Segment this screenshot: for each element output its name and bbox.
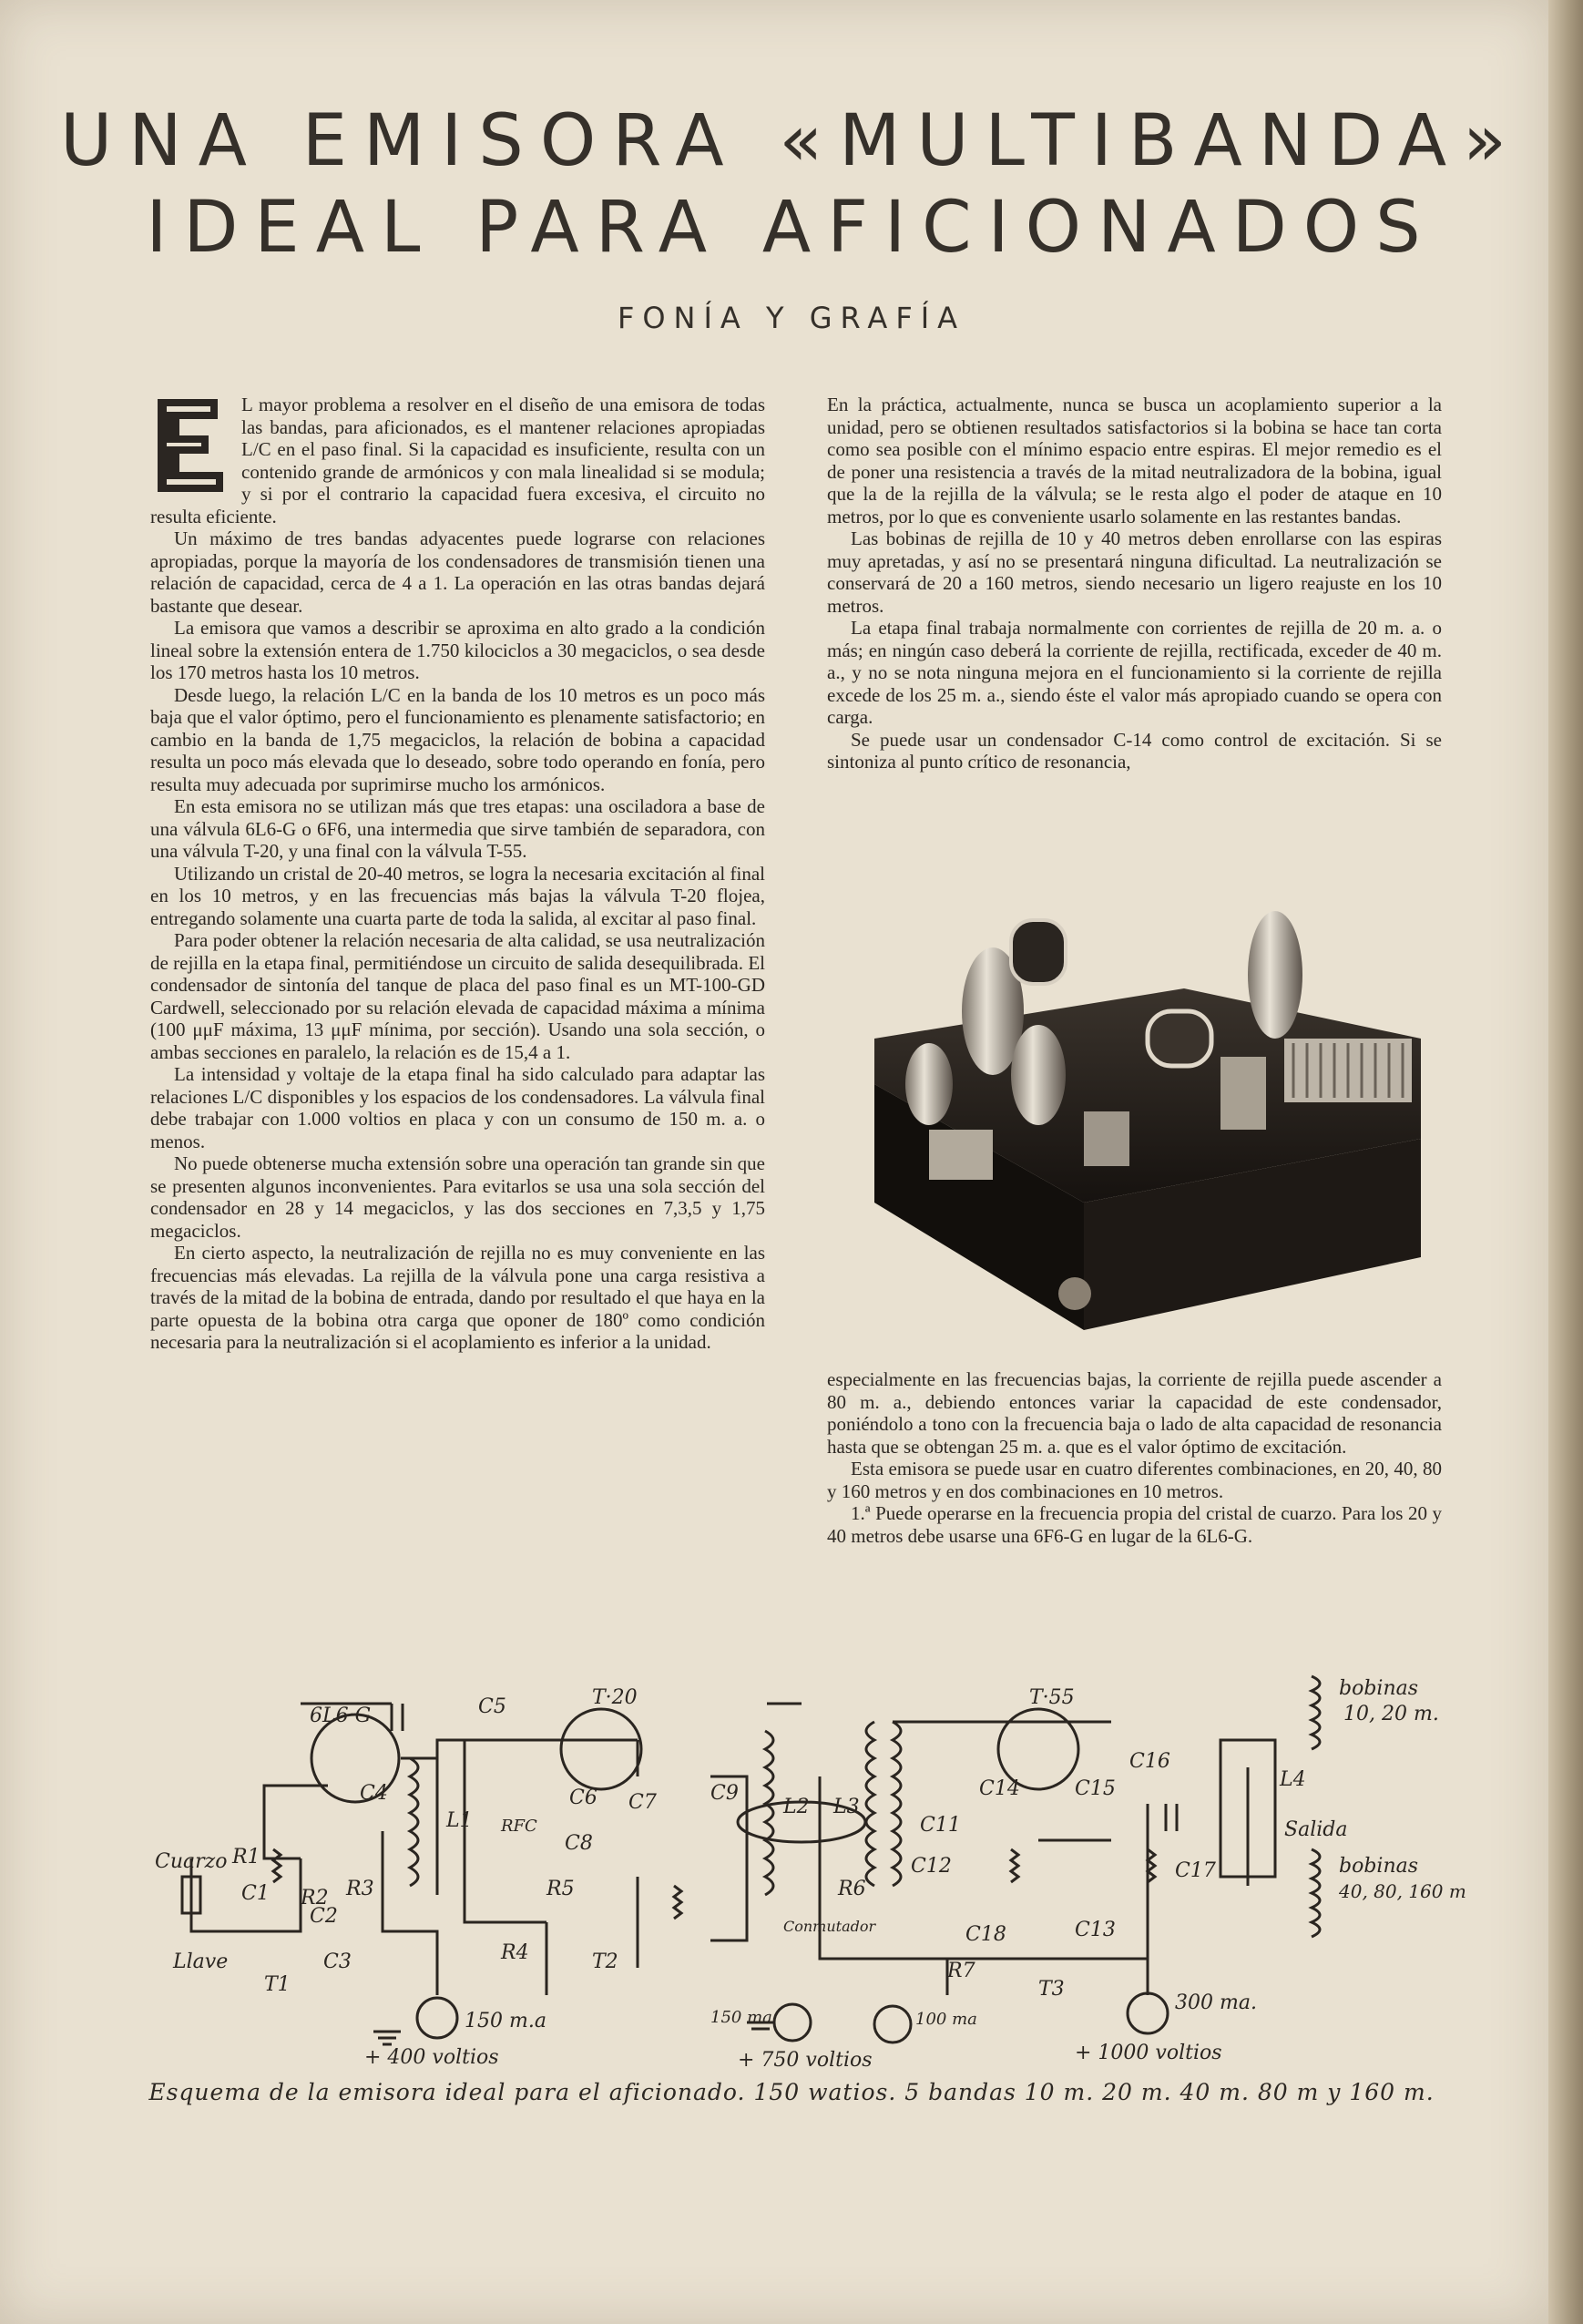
- meter-icon: [774, 2004, 811, 2041]
- label-c7: C7: [628, 1791, 657, 1814]
- label-r5: R5: [546, 1878, 575, 1900]
- page-edge: [1548, 0, 1583, 2324]
- label-c5: C5: [478, 1695, 506, 1718]
- label-bobinas1: bobinas: [1339, 1677, 1419, 1700]
- label-c15: C15: [1075, 1777, 1116, 1800]
- tube-icon: [905, 1043, 953, 1125]
- label-r2: R2: [301, 1887, 329, 1909]
- label-c9: C9: [710, 1782, 739, 1805]
- diagram-caption: Esquema de la emisora ideal para el aficionado. 150 watios. 5 bandas 10 m. 20 m. 40 m. 80 m y 160 m.: [148, 2079, 1435, 2105]
- label-l1: L1: [446, 1809, 473, 1832]
- label-meter4: 300 ma.: [1175, 1991, 1257, 2014]
- label-cuarzo: Cuarzo: [155, 1850, 228, 1873]
- paragraph: Se puede usar un condensador C-14 como control de excitación. Si se sintoniza al punto crítico de resonancia,: [827, 728, 1442, 773]
- article-title-line-2: IDEAL PARA AFICIONADOS: [146, 187, 1437, 269]
- paragraph: En la práctica, actualmente, nunca se busca un acoplamiento superior a la unidad, pero se obtienen resultados satisfactorios si la bobina se hace tan corta como sea posible con el mínimo espacio entre espiras. El mejor remedio es el de poner una resistencia a través de la mitad neutralizadora de la bobina, igual que la de la rejilla de la válvula; se le resta algo el poder de ataque en 10 metros, por lo que es conveniente usarlo solamente en las restantes bandas.: [827, 394, 1442, 527]
- label-t3: T3: [1038, 1978, 1065, 2001]
- label-c1: C1: [241, 1882, 270, 1905]
- label-r6: R6: [838, 1878, 866, 1900]
- label-bobinas2: bobinas: [1339, 1855, 1419, 1878]
- label-l3: L3: [833, 1796, 860, 1818]
- coil-icon: [1011, 920, 1066, 984]
- meter-icon: [1128, 1993, 1168, 2033]
- meter-icon: [417, 1998, 457, 2038]
- label-r3: R3: [346, 1878, 374, 1900]
- label-tube1: 6L6·G: [310, 1705, 372, 1727]
- tube-icon: [1248, 911, 1302, 1039]
- label-conmutador: Conmutador: [783, 1918, 876, 1935]
- label-salida: Salida: [1284, 1818, 1348, 1841]
- label-r7: R7: [947, 1960, 975, 1982]
- label-c17: C17: [1175, 1859, 1216, 1882]
- paragraph: Para poder obtener la relación necesaria de alta calidad, se usa neutralización de rejilla en la etapa final, permitiéndose un circuito de salida desequilibrada. El condensador de sintonía del tanque de placa del paso final es un MT-100-GD Cardwell, seleccionado por su relación elevada de capacidad máxima a mínima (100 μμF máxima, 13 μμF mínima, por sección). Usando una sola sección, o ambas secciones en paralelo, la relación es de 15,4 a 1.: [150, 929, 765, 1063]
- label-voltage-750: + 750 voltios: [738, 2049, 873, 2072]
- label-r1: R1: [232, 1846, 260, 1868]
- label-t2: T2: [592, 1950, 618, 1973]
- label-voltage-400: + 400 voltios: [364, 2046, 499, 2069]
- capacitor-icon: [1220, 1057, 1266, 1130]
- label-c4: C4: [360, 1782, 388, 1805]
- meter-icon: [874, 2006, 911, 2042]
- coil-icon: [1148, 1011, 1211, 1066]
- capacitor-icon: [929, 1130, 993, 1180]
- label-tube3: T·55: [1029, 1686, 1075, 1709]
- article-subtitle: FONÍA Y GRAFÍA: [617, 301, 966, 335]
- label-c16: C16: [1129, 1750, 1170, 1773]
- variable-capacitor-icon: [1284, 1039, 1412, 1102]
- label-rfc: RFC: [501, 1817, 537, 1836]
- dropcap-e-icon: [154, 395, 230, 496]
- right-column-top: [827, 394, 1442, 773]
- label-c18: C18: [965, 1923, 1006, 1946]
- paragraph: Esta emisora se puede usar en cuatro diferentes combinaciones, en 20, 40, 80 y 160 metros y en dos combinaciones en 10 metros.: [827, 1458, 1442, 1502]
- label-t1: T1: [264, 1973, 291, 1996]
- paragraph: Las bobinas de rejilla de 10 y 40 metros deben enrollarse con las espiras muy apretadas, y así no se presentará ninguna dificultad. La neutralización se conservará de 20 a 160 metros, siendo necesario un ligero reajuste en los 10 metros.: [827, 527, 1442, 617]
- paragraph: Desde luego, la relación L/C en la banda de los 10 metros es un poco más baja que el valor óptimo, pero el funcionamiento es plenamente satisfactorio; en cambio en la banda de 1,75 megaciclos, la relación de bobina a capacidad resulta un poco más elevada que lo deseado, sobre todo operando en fonía, pero resulta muy adecuada por suprimirse mucho los armónicos.: [150, 683, 765, 795]
- tube-icon: [1011, 1025, 1066, 1125]
- label-c11: C11: [920, 1814, 961, 1837]
- knob-icon: [1058, 1277, 1091, 1310]
- paragraph: especialmente en las frecuencias bajas, la corriente de rejilla puede ascender a 80 m. a., debiendo entonces variar la capacidad de este condensador, poniéndolo a tono con la frecuencia baja o lado de alta capacidad de resonancia hasta que se obtengan 25 m. a. que es el valor óptimo de excitación.: [827, 1368, 1442, 1458]
- paragraph: Un máximo de tres bandas adyacentes puede lograrse con relaciones apropiadas, porque la mayoría de los condensadores de transmisión tienen una relación de capacidad, cerca de 4 a 1. La operación en las otras bandas dejará bastante que desear.: [150, 527, 765, 617]
- label-l4: L4: [1280, 1768, 1306, 1791]
- label-voltage-1000: + 1000 voltios: [1075, 2042, 1222, 2064]
- paragraph: En cierto aspecto, la neutralización de rejilla no es muy conveniente en las frecuencias más elevadas. La rejilla de la válvula pone una carga resistiva a través de la mitad de la bobina de entrada, dando por resultado el que haya en la parte opuesta de la bobina otra carga que oponer de 180º como condición necesaria para la neutralización si el acoplamiento es inferior a la unidad.: [150, 1242, 765, 1353]
- label-c2: C2: [310, 1905, 338, 1928]
- label-bobinas1-value: 10, 20 m.: [1343, 1703, 1439, 1725]
- label-c3: C3: [323, 1950, 352, 1973]
- paragraph: La etapa final trabaja normalmente con corrientes de rejilla de 20 m. a. o más; en ningún caso deberá la corriente de rejilla, rectificada, exceder de 40 m. a., y no se nota ninguna mejora en el funcionamiento si la corriente de rejilla excede de los 25 m. a., siendo éste el valor más apropiado cuando se opera con carga.: [827, 617, 1442, 728]
- right-column-bottom: [827, 1368, 1442, 1547]
- article-title-line-1: UNA EMISORA «MULTIBANDA»: [60, 100, 1523, 182]
- label-c8: C8: [565, 1832, 593, 1855]
- label-meter1: 150 m.a: [465, 2010, 546, 2032]
- label-r4: R4: [501, 1941, 529, 1964]
- label-l2: L2: [783, 1796, 810, 1818]
- label-llave: Llave: [173, 1950, 229, 1973]
- label-tube2: T·20: [592, 1686, 638, 1709]
- paragraph: No puede obtenerse mucha extensión sobre una operación tan grande sin que se presenten algunos inconvenientes. Para evitarlos se usa una sola sección del condensador en 28 y 14 megaciclos, y las dos secciones en 7,3,5 y 1,75 megaciclos.: [150, 1152, 765, 1242]
- paragraph: La intensidad y voltaje de la etapa final ha sido calculado para adaptar las relaciones L/C disponibles y los espacios de los condensadores. La válvula final debe trabajar con 1.000 voltios en placa y con un consumo de 150 m. a. o menos.: [150, 1063, 765, 1152]
- circuit-diagram: [155, 1667, 1466, 2072]
- paragraph: 1.ª Puede operarse en la frecuencia propia del cristal de cuarzo. Para los 20 y 40 metros debe usarse una 6F6-G en lugar de la 6L6-G.: [827, 1502, 1442, 1547]
- paragraph: La emisora que vamos a describir se aproxima en alto grado a la condición lineal sobre la extensión entera de 1.750 kilociclos a 30 megaciclos, o sea desde los 170 metros hasta los 10 metros.: [150, 617, 765, 683]
- paragraph: En esta emisora no se utilizan más que tres etapas: una osciladora a base de una válvula 6L6-G o 6F6, una intermedia que sirve también de separadora, con una válvula T-20, y una final con la válvula T-55.: [150, 795, 765, 862]
- label-c14: C14: [979, 1777, 1020, 1800]
- socket-icon: [1084, 1111, 1129, 1166]
- paragraph: Utilizando un cristal de 20-40 metros, se logra la necesaria excitación al final en los 10 metros, y en las frecuencias más bajas la válvula T-20 flojea, entregando solamente una cuarta parte de toda la salida, al excitar al paso final.: [150, 862, 766, 929]
- label-meter3: 100 ma: [915, 2010, 977, 2029]
- label-c6: C6: [569, 1787, 597, 1809]
- paragraph: L mayor problema a resolver en el diseño de una emisora de todas las bandas, para aficionados, es el mantener relaciones apropiadas L/C en el paso final. Si la capacidad es insuficiente, resulta con un contenido grande de armónicos y con mala linealidad si se modula; y si por el contrario la capacidad fuera excesiva, el circuito no resulta eficiente.: [150, 394, 765, 527]
- label-c13: C13: [1075, 1919, 1116, 1941]
- transmitter-photo: [856, 902, 1439, 1339]
- tube-t20-icon: [561, 1709, 641, 1789]
- label-meter2: 150 ma: [710, 2008, 772, 2027]
- left-column: [150, 394, 765, 1354]
- label-bobinas2-value: 40, 80, 160 m: [1339, 1880, 1466, 1902]
- label-c12: C12: [911, 1855, 952, 1878]
